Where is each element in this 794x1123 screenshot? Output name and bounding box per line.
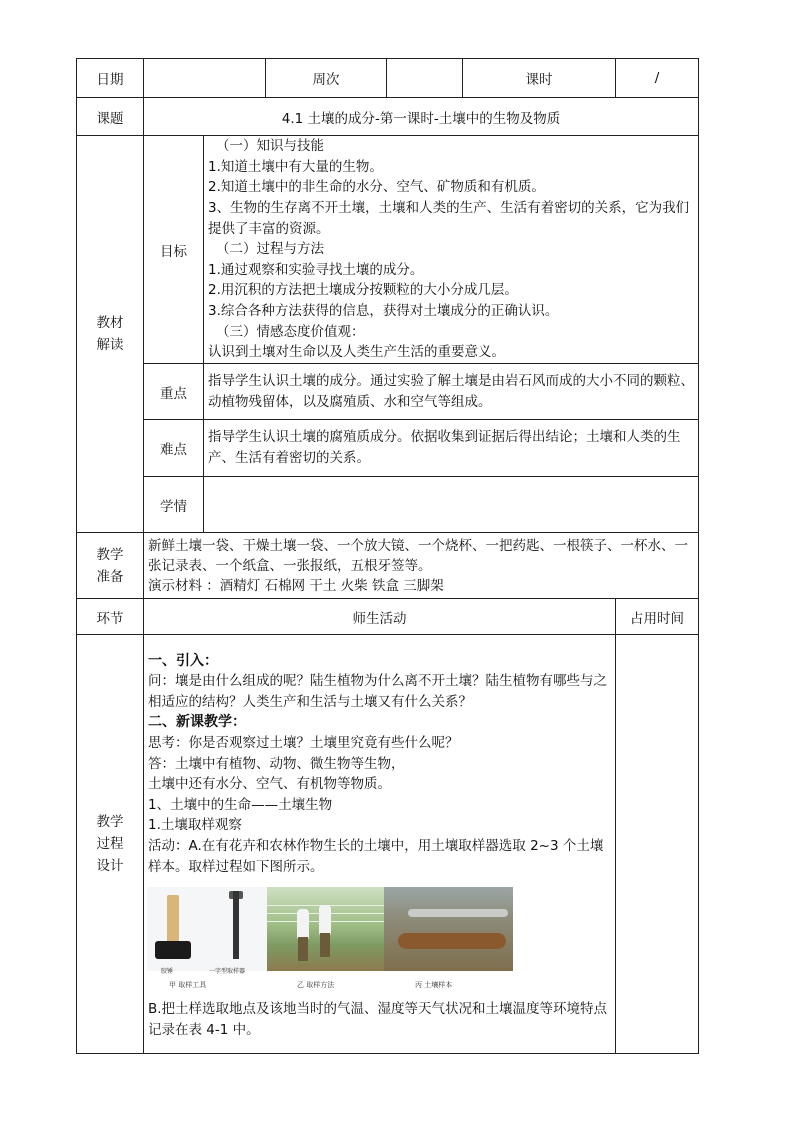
key-point-row <box>77 364 699 420</box>
sampler-shape <box>233 891 239 959</box>
subsection-title: 1、土壤中的生命——土壤生物 <box>148 796 333 813</box>
prep-row <box>77 533 699 599</box>
prep-content <box>144 533 699 599</box>
period-value: / <box>616 59 699 98</box>
process-label-text: 教学过程设计 <box>96 814 124 874</box>
goals-line: 3.综合各种方法获得的信息，获得对土壤成分的正确认识。 <box>208 302 559 319</box>
topic-row <box>77 98 699 136</box>
sampler-pipe-shape <box>408 909 508 917</box>
date-label: 日期 <box>77 59 144 98</box>
date-value <box>144 59 266 98</box>
hammer-handle-shape <box>167 895 179 943</box>
prep-label <box>77 533 144 599</box>
new-lesson-title: 二、新课教学： <box>148 714 246 731</box>
topic-title: 4.1 土壤的成分-第一课时-土壤中的生物及物质 <box>144 98 699 136</box>
hammer-label: 胶锤 <box>161 968 174 976</box>
subsection-title: 1.土壤取样观察 <box>148 817 242 834</box>
difficulty-text: 指导学生认识土壤的腐殖质成分。依据收集到证据后得出结论；土壤和人类的生产、生活有着密切的关系。 <box>204 420 699 477</box>
sampling-tools-photo <box>147 887 267 976</box>
goals-label: 目标 <box>144 136 204 364</box>
sampling-method-photo <box>267 887 384 971</box>
process-row <box>77 635 699 1054</box>
prep-line: 新鲜土壤一袋、干燥土壤一袋、一个放大镜、一个烧杯、一把药匙、一根筷子、一杯水、一张记录表、一个纸盒、一张报纸，五根牙签等。 <box>148 537 688 574</box>
activity-header: 师生活动 <box>144 599 616 635</box>
goals-line: 1.知道土壤中有大量的生物。 <box>208 158 383 175</box>
goals-line: 认识到土壤对生命以及人类生产生活的重要意义。 <box>208 344 505 361</box>
person-legs-shape <box>320 933 330 957</box>
answer-line: 土壤中还有水分、空气、有机物等物质。 <box>148 776 391 793</box>
sampling-figure <box>147 887 513 993</box>
process-header-row <box>77 599 699 635</box>
difficulty-row <box>77 420 699 477</box>
soil-core-shape <box>398 933 506 949</box>
person-shape <box>319 905 331 935</box>
stage-header: 环节 <box>77 599 144 635</box>
goals-row <box>77 136 699 364</box>
analysis-label <box>77 136 144 533</box>
topic-label: 课题 <box>77 98 144 136</box>
analysis-label-text: 教材解读 <box>96 315 124 353</box>
prep-line: 演示材料 ：酒精灯 石棉网 干土 火柴 铁盒 三脚架 <box>148 577 444 594</box>
week-value <box>387 59 463 98</box>
lesson-plan-table <box>76 58 699 1054</box>
person-legs-shape <box>298 937 308 961</box>
header-row <box>77 59 699 98</box>
learners-text <box>204 477 699 533</box>
activity-b: B.把土样选取地点及该地当时的气温、湿度等天气状况和土壤温度等环境特点记录在表 4-1 中。 <box>148 1001 608 1038</box>
goals-line: （二）过程与方法 <box>216 241 324 258</box>
goals-line: 3、生物的生存离不开土壤，土壤和人类的生产、生活有着密切的关系，它为我们提供了丰富的资源。 <box>208 200 690 237</box>
difficulty-label: 难点 <box>144 420 204 477</box>
process-time <box>616 635 699 1054</box>
person-shape <box>297 909 309 939</box>
figure-caption-a: 甲 取样工具 <box>169 981 207 990</box>
period-label: 课时 <box>463 59 616 98</box>
goals-line: （一）知识与技能 <box>216 138 324 155</box>
soil-sample-photo <box>384 887 513 971</box>
intro-question: 问：壤是由什么组成的呢？陆生植物为什么离不开土壤？陆生植物有哪些与之相适应的结构？人类生产和生活与土壤又有什么关系？ <box>148 673 607 710</box>
learners-label: 学情 <box>144 477 204 533</box>
goals-line: 2.用沉积的方法把土壤成分按颗粒的大小分成几层。 <box>208 282 518 299</box>
figure-caption-b: 乙 取样方法 <box>297 981 335 990</box>
sampler-label: 一字型取样器 <box>209 968 246 976</box>
key-point-label: 重点 <box>144 364 204 420</box>
learners-row <box>77 477 699 533</box>
key-point-text: 指导学生认识土壤的成分。通过实验了解土壤是由岩石风而成的大小不同的颗粒、动植物残留体，以及腐殖质、水和空气等组成。 <box>204 364 699 420</box>
goals-line: 2.知道土壤中的非生命的水分、空气、矿物质和有机质。 <box>208 179 545 196</box>
goals-line: （三）情感态度价值观： <box>216 323 365 340</box>
figure-caption-c: 丙 土壤样本 <box>415 981 453 990</box>
think-question: 思考：你是否观察过土壤？土壤里究竟有些什么呢？ <box>148 735 459 752</box>
goals-content <box>204 136 699 364</box>
intro-title: 一、引入： <box>148 652 218 669</box>
week-label: 周次 <box>266 59 387 98</box>
answer-line: 答：土壤中有植物、动物、微生物等生物， <box>148 755 405 772</box>
time-header: 占用时间 <box>616 599 699 635</box>
activity-a: 活动：A.在有花卉和农林作物生长的土壤中，用土壤取样器选取 2~3 个土壤样本。取样过程如下图所示。 <box>148 837 604 875</box>
prep-label-text: 教学准备 <box>96 546 124 585</box>
process-label <box>77 635 144 1054</box>
process-content <box>144 635 616 1054</box>
goals-line: 1.通过观察和实验寻找土壤的成分。 <box>208 261 424 278</box>
hammer-head-shape <box>155 941 191 959</box>
